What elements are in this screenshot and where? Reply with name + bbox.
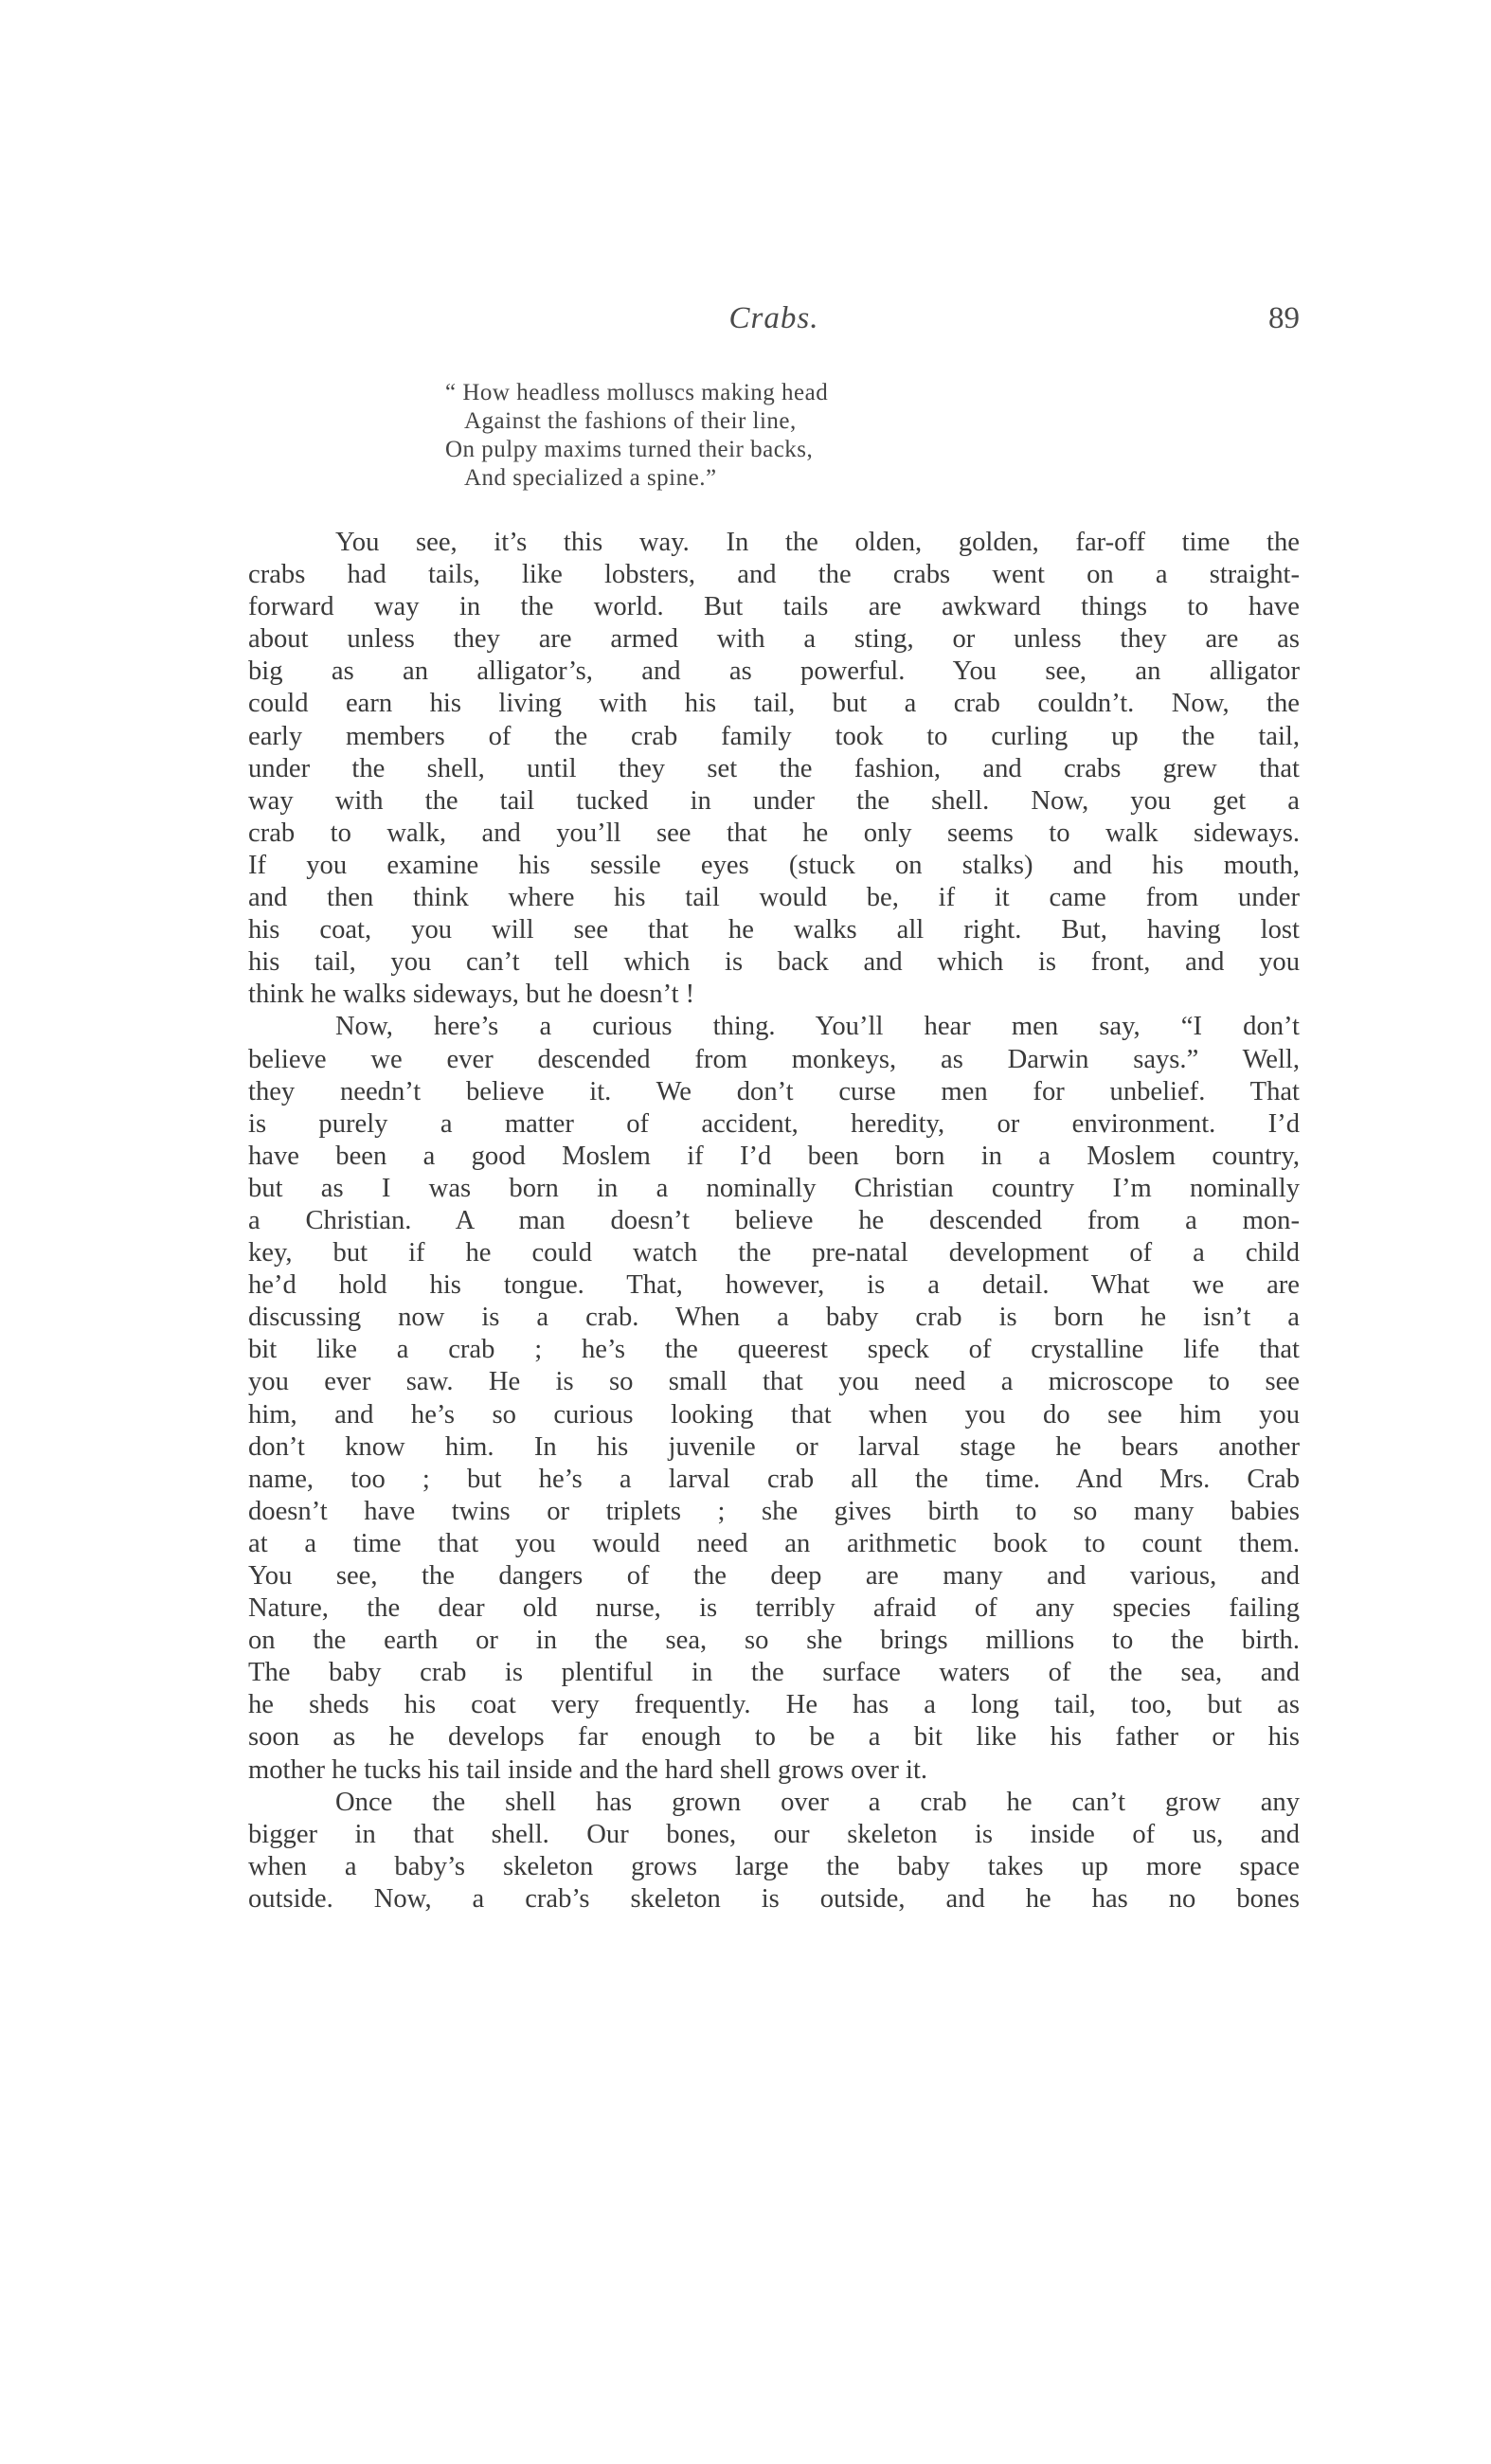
text-line: his coat, you will see that he walks all right. But, having lost <box>248 915 1300 945</box>
text-line: they needn’t believe it. We don’t curse men for unbelief. That <box>248 1076 1300 1106</box>
text-line: mother he tucks his tail inside and the hard shell grows over it. <box>248 1754 928 1785</box>
text-line: him, and he’s so curious looking that when you do see him you <box>248 1399 1300 1430</box>
text-line: crab to walk, and you’ll see that he only seems to walk sideways. <box>248 818 1300 848</box>
text-line: bigger in that shell. Our bones, our skeleton is inside of us, and <box>248 1819 1300 1849</box>
text-line: under the shell, until they set the fashion, and crabs grew that <box>248 753 1300 783</box>
text-line: on the earth or in the sea, so she brings millions to the birth. <box>248 1626 1300 1656</box>
verse-line: “ How headless molluscs making head <box>445 380 829 405</box>
text-line: Nature, the dear old nurse, is terribly afraid of any species failing <box>248 1593 1300 1624</box>
text-line: and then think where his tail would be, if it came from under <box>248 883 1300 913</box>
text-line: think he walks sideways, but he doesn’t ! <box>248 980 695 1010</box>
text-line: is purely a matter of accident, heredity, or environment. I’d <box>248 1108 1300 1139</box>
verse-line: And specialized a spine.” <box>464 465 717 491</box>
text-line: The baby crab is plentiful in the surface waters of the sea, and <box>248 1658 1300 1688</box>
text-line: a Christian. A man doesn’t believe he descended from a mon- <box>248 1205 1300 1235</box>
text-line: when a baby’s skeleton grows large the baby takes up more space <box>248 1851 1300 1881</box>
running-head <box>248 301 1300 343</box>
text-line: his tail, you can’t tell which is back and which is front, and you <box>248 947 1300 978</box>
epigraph-verse <box>445 379 828 493</box>
text-line: could earn his living with his tail, but a crab couldn’t. Now, the <box>248 689 1300 719</box>
text-line: outside. Now, a crab’s skeleton is outside, and he has no bones <box>248 1883 1300 1914</box>
text-line: you ever saw. He is so small that you need a microscope to see <box>248 1367 1300 1397</box>
verse-line: On pulpy maxims turned their backs, <box>445 437 814 462</box>
text-line: at a time that you would need an arithmetic book to count them. <box>248 1528 1300 1558</box>
text-line: name, too ; but he’s a larval crab all the time. And Mrs. Crab <box>248 1464 1300 1494</box>
text-line: way with the tail tucked in under the shell. Now, you get a <box>248 785 1300 816</box>
text-line: Once the shell has grown over a crab he can’t grow any <box>335 1787 1300 1817</box>
body-text <box>248 527 1300 1915</box>
text-line: forward way in the world. But tails are awkward things to have <box>248 592 1300 622</box>
text-line: bit like a crab ; he’s the queerest speck of crystalline life that <box>248 1335 1300 1365</box>
running-title: Crabs. <box>728 301 819 335</box>
text-line: key, but if he could watch the pre-natal development of a child <box>248 1238 1300 1268</box>
text-line: doesn’t have twins or triplets ; she gives birth to so many babies <box>248 1496 1300 1526</box>
text-line: discussing now is a crab. When a baby crab is born he isn’t a <box>248 1303 1300 1333</box>
text-line: he sheds his coat very frequently. He has a long tail, too, but as <box>248 1690 1300 1720</box>
verse-line: Against the fashions of their line, <box>464 408 797 434</box>
text-line: about unless they are armed with a sting, or unless they are as <box>248 624 1300 655</box>
text-line: big as an alligator’s, and as powerful. You see, an alligator <box>248 656 1300 687</box>
text-line: You see, the dangers of the deep are many and various, and <box>248 1561 1300 1591</box>
text-line: believe we ever descended from monkeys, as Darwin says.” Well, <box>248 1044 1300 1074</box>
text-line: have been a good Moslem if I’d been born in a Moslem country, <box>248 1141 1300 1171</box>
text-line: he’d hold his tongue. That, however, is a detail. What we are <box>248 1270 1300 1301</box>
text-line: but as I was born in a nominally Christian country I’m nominally <box>248 1173 1300 1203</box>
text-line: Now, here’s a curious thing. You’ll hear men say, “I don’t <box>335 1012 1300 1042</box>
text-line: don’t know him. In his juvenile or larval stage he bears another <box>248 1431 1300 1462</box>
text-line: If you examine his sessile eyes (stuck on stalks) and his mouth, <box>248 850 1300 880</box>
text-line: You see, it’s this way. In the olden, golden, far-off time the <box>335 528 1300 557</box>
text-line: soon as he develops far enough to be a bit like his father or his <box>248 1722 1300 1753</box>
text-line: crabs had tails, like lobsters, and the crabs went on a straight- <box>248 560 1300 590</box>
page-number: 89 <box>1268 301 1300 335</box>
text-line: early members of the crab family took to curling up the tail, <box>248 721 1300 751</box>
